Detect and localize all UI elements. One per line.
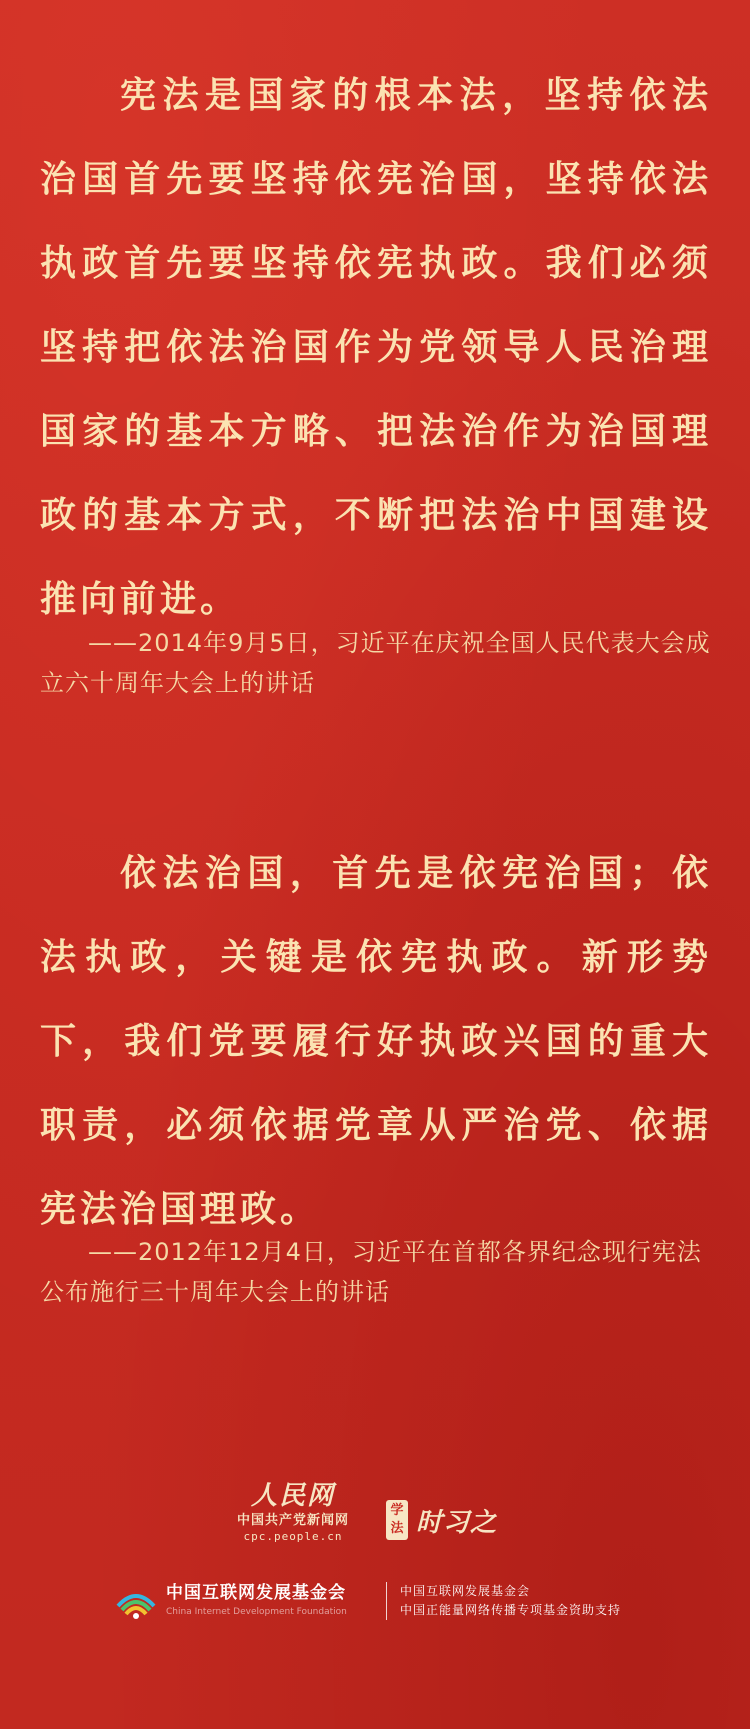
quote-1-source: ——2014年9月5日，习近平在庆祝全国人民代表大会成立六十周年大会上的讲话: [40, 629, 711, 697]
foundation-credit: [110, 1578, 670, 1628]
people-logo-name: 中国共产党新闻网: [236, 1513, 349, 1528]
people-logo-url: cpc.people.cn: [243, 1530, 343, 1543]
foundation-support-line-1: 中国互联网发展基金会: [400, 1584, 531, 1598]
xuefa-badge-bottom: 法: [390, 1521, 404, 1536]
people-logo-script: 人民网: [250, 1481, 335, 1511]
foundation-divider: [386, 1582, 387, 1620]
foundation-support-line-2: 中国正能量网络传播专项基金资助支持: [400, 1603, 622, 1617]
logo-row: [0, 1478, 750, 1568]
foundation-name-en: China Internet Development Foundation: [166, 1607, 347, 1617]
quote-1-text: 宪法是国家的根本法，坚持依法治国首先要坚持依宪治国，坚持依法执政首先要坚持依宪执政。我们必须坚持把依法治国作为党领导人民治理国家的基本方略、把法治作为治国理政的基本方式，不断把法治中国建设推向前进。: [40, 75, 712, 620]
xuefa-column-name: 时习之: [416, 1507, 498, 1538]
xuefa-badge-top: 学: [390, 1503, 404, 1518]
foundation-logo-icon: [114, 1580, 158, 1624]
xuefa-badge: [386, 1500, 408, 1540]
xuefa-shixizhi-logo: [386, 1500, 497, 1540]
foundation-support-text: [400, 1582, 621, 1620]
quote-2-source: ——2012年12月4日，习近平在首都各界纪念现行宪法公布施行三十周年大会上的讲话: [40, 1238, 702, 1306]
quote-2-text: 依法治国，首先是依宪治国；依法执政，关键是依宪执政。新形势下，我们党要履行好执政兴国的重大职责，必须依据党章从严治党、依据宪法治国理政。: [40, 853, 712, 1230]
foundation-name: 中国互联网发展基金会: [166, 1583, 346, 1603]
people-cpc-logo: [228, 1480, 358, 1560]
